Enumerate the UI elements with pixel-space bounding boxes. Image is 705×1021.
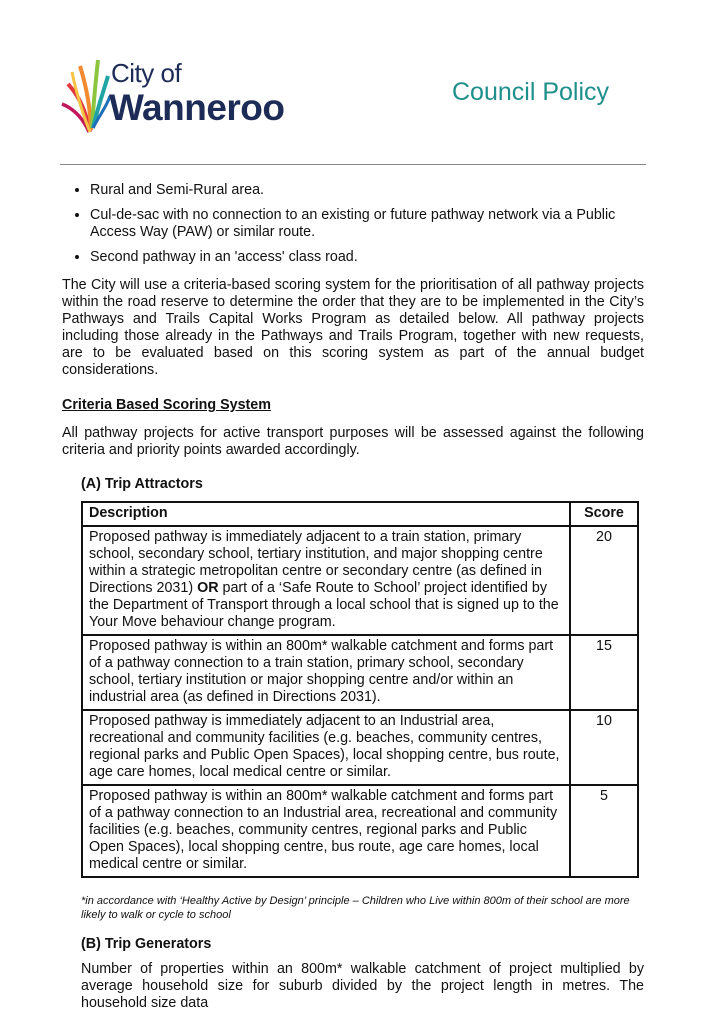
row-description: Proposed pathway is within an 800m* walkable catchment and forms part of a pathway connection to an Industrial area, recreational and community facilities (e.g. beaches, community centres, regional parks and Public Open Spaces), local shopping centre, bus route, age care homes, local medical centre or similar.	[82, 785, 570, 877]
logo-city-of: City of	[111, 58, 182, 88]
logo-emblem-icon	[60, 52, 112, 138]
header-divider	[60, 164, 646, 165]
list-item: • Rural and Semi-Rural area.	[90, 182, 644, 199]
trip-generators-heading: (B) Trip Generators	[81, 936, 212, 952]
intro-paragraph: The City will use a criteria-based scoring system for the prioritisation of all pathway projects within the road reserve to determine the order that they are to be implemented in the City’s Pathways and Trails Capital Works Program as detailed below. All pathway projects including those already in the Pathways and Trails Program, together with new requests, are to be evaluated based on this scoring system as part of the annual budget considerations.	[62, 277, 644, 378]
row-description: Proposed pathway is within an 800m* walkable catchment and forms part of a pathway connection to a train station, primary school, secondary school, tertiary institution or major shopping centre and/or within an industrial area (as defined in Directions 2031).	[82, 635, 570, 710]
page-title: Council Policy	[452, 78, 610, 106]
emphasis-or: OR	[197, 580, 219, 596]
trip-generators-paragraph: Number of properties within an 800m* walkable catchment of project multiplied by average household size for suburb divided by the project length in metres. The household size data	[81, 961, 644, 1011]
table-row	[82, 710, 638, 785]
table-row	[82, 785, 638, 877]
logo-wanneroo: Wanneroo	[109, 87, 285, 128]
row-score: 20	[570, 526, 638, 635]
trip-attractors-heading: (A) Trip Attractors	[81, 476, 203, 492]
table-header-row	[82, 502, 638, 526]
row-score: 10	[570, 710, 638, 785]
row-description: Proposed pathway is immediately adjacent to a train station, primary school, secondary school, tertiary institution, and major shopping centre within a strategic metropolitan centre or secondary centre (as defined in Directions 2031) OR part of a ‘Safe Route to School’ project identified by the Department of Transport through a local school that is signed up to the Your Move behaviour change program.	[82, 526, 570, 635]
document-body	[62, 182, 644, 1012]
table-row	[82, 526, 638, 635]
exclusion-list	[62, 182, 644, 266]
list-item: • Cul-de-sac with no connection to an existing or future pathway network via a Public Access Way (PAW) or similar route.	[90, 207, 644, 241]
city-logo	[60, 52, 300, 142]
trip-attractors-table	[81, 501, 639, 878]
section-paragraph: All pathway projects for active transport purposes will be assessed against the following criteria and priority points awarded accordingly.	[62, 425, 644, 458]
column-header-score: Score	[570, 502, 638, 526]
column-header-description: Description	[82, 502, 570, 526]
row-score: 15	[570, 635, 638, 710]
section-heading: Criteria Based Scoring System	[62, 397, 271, 413]
footnote: *in accordance with ‘Healthy Active by Design’ principle – Children who Live within 800m of their school are more likely to walk or cycle to school	[81, 895, 630, 921]
table-row	[82, 635, 638, 710]
row-score: 5	[570, 785, 638, 877]
row-description: Proposed pathway is immediately adjacent to an Industrial area, recreational and community facilities (e.g. beaches, community centres, regional parks and Public Open Spaces), local shopping centre, bus route, age care homes, local medical centre or similar.	[82, 710, 570, 785]
list-item: • Second pathway in an 'access' class road.	[90, 249, 644, 266]
